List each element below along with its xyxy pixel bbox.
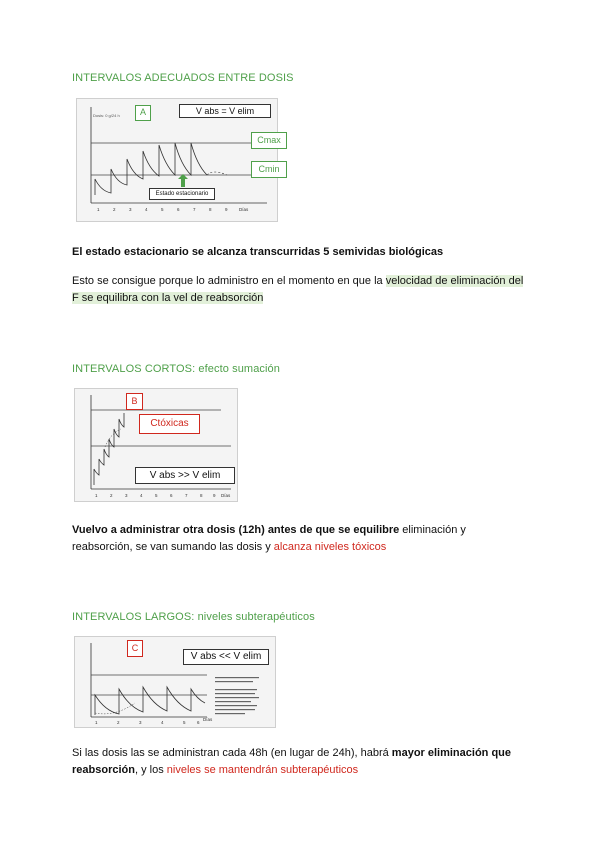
paragraph-line-2 [72,539,532,556]
svg-text:5: 5 [155,493,158,498]
svg-text:4: 4 [140,493,143,498]
estado-estacionario-label: Estado estacionario [149,188,215,200]
svg-text:3: 3 [139,720,142,725]
svg-text:6: 6 [197,720,200,725]
bold-text: mayor eliminación que [391,747,511,759]
figure-intervalos-adecuados [76,98,281,222]
axis-unit: Días [203,717,213,722]
bold-text: reabsorción [72,764,135,776]
paragraph-text: Esto se consigue porque lo administro en el momento en que la [72,275,386,287]
figure-tag-c: C [127,640,143,657]
highlight-text-2: F se equilibra con la vel de reabsorción [72,292,264,304]
svg-text:4: 4 [145,207,148,212]
dose-label: Dosis: 0 g/24 h [93,113,120,118]
chart-cortos [75,389,237,501]
figure-intervalos-cortos [74,388,238,502]
section-heading-adecuados: INTERVALOS ADECUADOS ENTRE DOSIS [72,72,294,84]
paragraph-text: eliminación y [399,524,466,536]
decay-curve [207,172,227,175]
equation-box: V abs >> V elim [135,467,235,484]
arrow-up-icon [178,174,188,187]
x-tick-labels [95,717,213,725]
svg-text:1: 1 [95,493,98,498]
svg-text:2: 2 [117,720,120,725]
section-heading-cortos: INTERVALOS CORTOS: efecto sumación [72,363,280,375]
svg-text:6: 6 [170,493,173,498]
concentration-curve [95,687,205,715]
svg-text:4: 4 [161,720,164,725]
paragraph-sumacion [72,522,532,556]
svg-text:9: 9 [225,207,228,212]
paragraph-text: Si las dosis las se administran cada 48h (en lugar de 24h), habrá [72,747,392,759]
paragraph-subterapeuticos [72,745,532,779]
svg-text:7: 7 [185,493,188,498]
bold-statement-semividas: El estado estacionario se alcanza transcurridas 5 semividas biológicas [72,246,444,258]
highlight-text-1: velocidad de eliminación del [385,275,524,287]
paragraph-line-2 [72,290,532,307]
svg-text:9: 9 [213,493,216,498]
section-heading-largos: INTERVALOS LARGOS: niveles subterapéuticos [72,611,315,623]
figure-tag-a: A [135,105,151,121]
paragraph-line-2 [72,762,532,779]
axis-unit: Días [221,493,231,498]
equation-box: V abs = V elim [179,104,271,118]
svg-text:1: 1 [95,720,98,725]
paragraph-line-1 [72,273,532,290]
axis-unit: Días [239,207,249,212]
paragraph-line-1 [72,745,532,762]
paragraph-text: , y los [134,764,167,776]
paragraph-equilibrio [72,273,532,307]
trend-curve [95,703,135,714]
x-tick-labels [95,493,231,498]
svg-text:1: 1 [97,207,100,212]
svg-text:8: 8 [200,493,203,498]
svg-text:7: 7 [193,207,196,212]
svg-text:2: 2 [113,207,116,212]
ctoxicas-label: Ctóxicas [139,414,200,434]
bold-text: Vuelvo a administrar otra dosis (12h) antes de que se equilibre [72,524,400,536]
red-text-toxicos: alcanza niveles tóxicos [273,541,387,553]
cmax-label: Cmax [251,132,287,149]
paragraph-line-1 [72,522,532,539]
svg-text:8: 8 [209,207,212,212]
svg-text:5: 5 [183,720,186,725]
paragraph-text: reabsorción, se van sumando las dosis y [72,541,274,553]
svg-text:3: 3 [129,207,132,212]
legend-text-lines [215,677,259,714]
svg-text:3: 3 [125,493,128,498]
svg-text:6: 6 [177,207,180,212]
svg-text:2: 2 [110,493,113,498]
equation-box: V abs << V elim [183,649,269,665]
figure-tag-b: B [126,393,143,410]
cmin-label: Cmin [251,161,287,178]
figure-intervalos-largos [74,636,276,728]
svg-text:5: 5 [161,207,164,212]
x-tick-labels [97,207,249,212]
accumulation-curve [94,413,124,485]
red-text-subterapeuticos: niveles se mantendrán subterapéuticos [166,764,359,776]
